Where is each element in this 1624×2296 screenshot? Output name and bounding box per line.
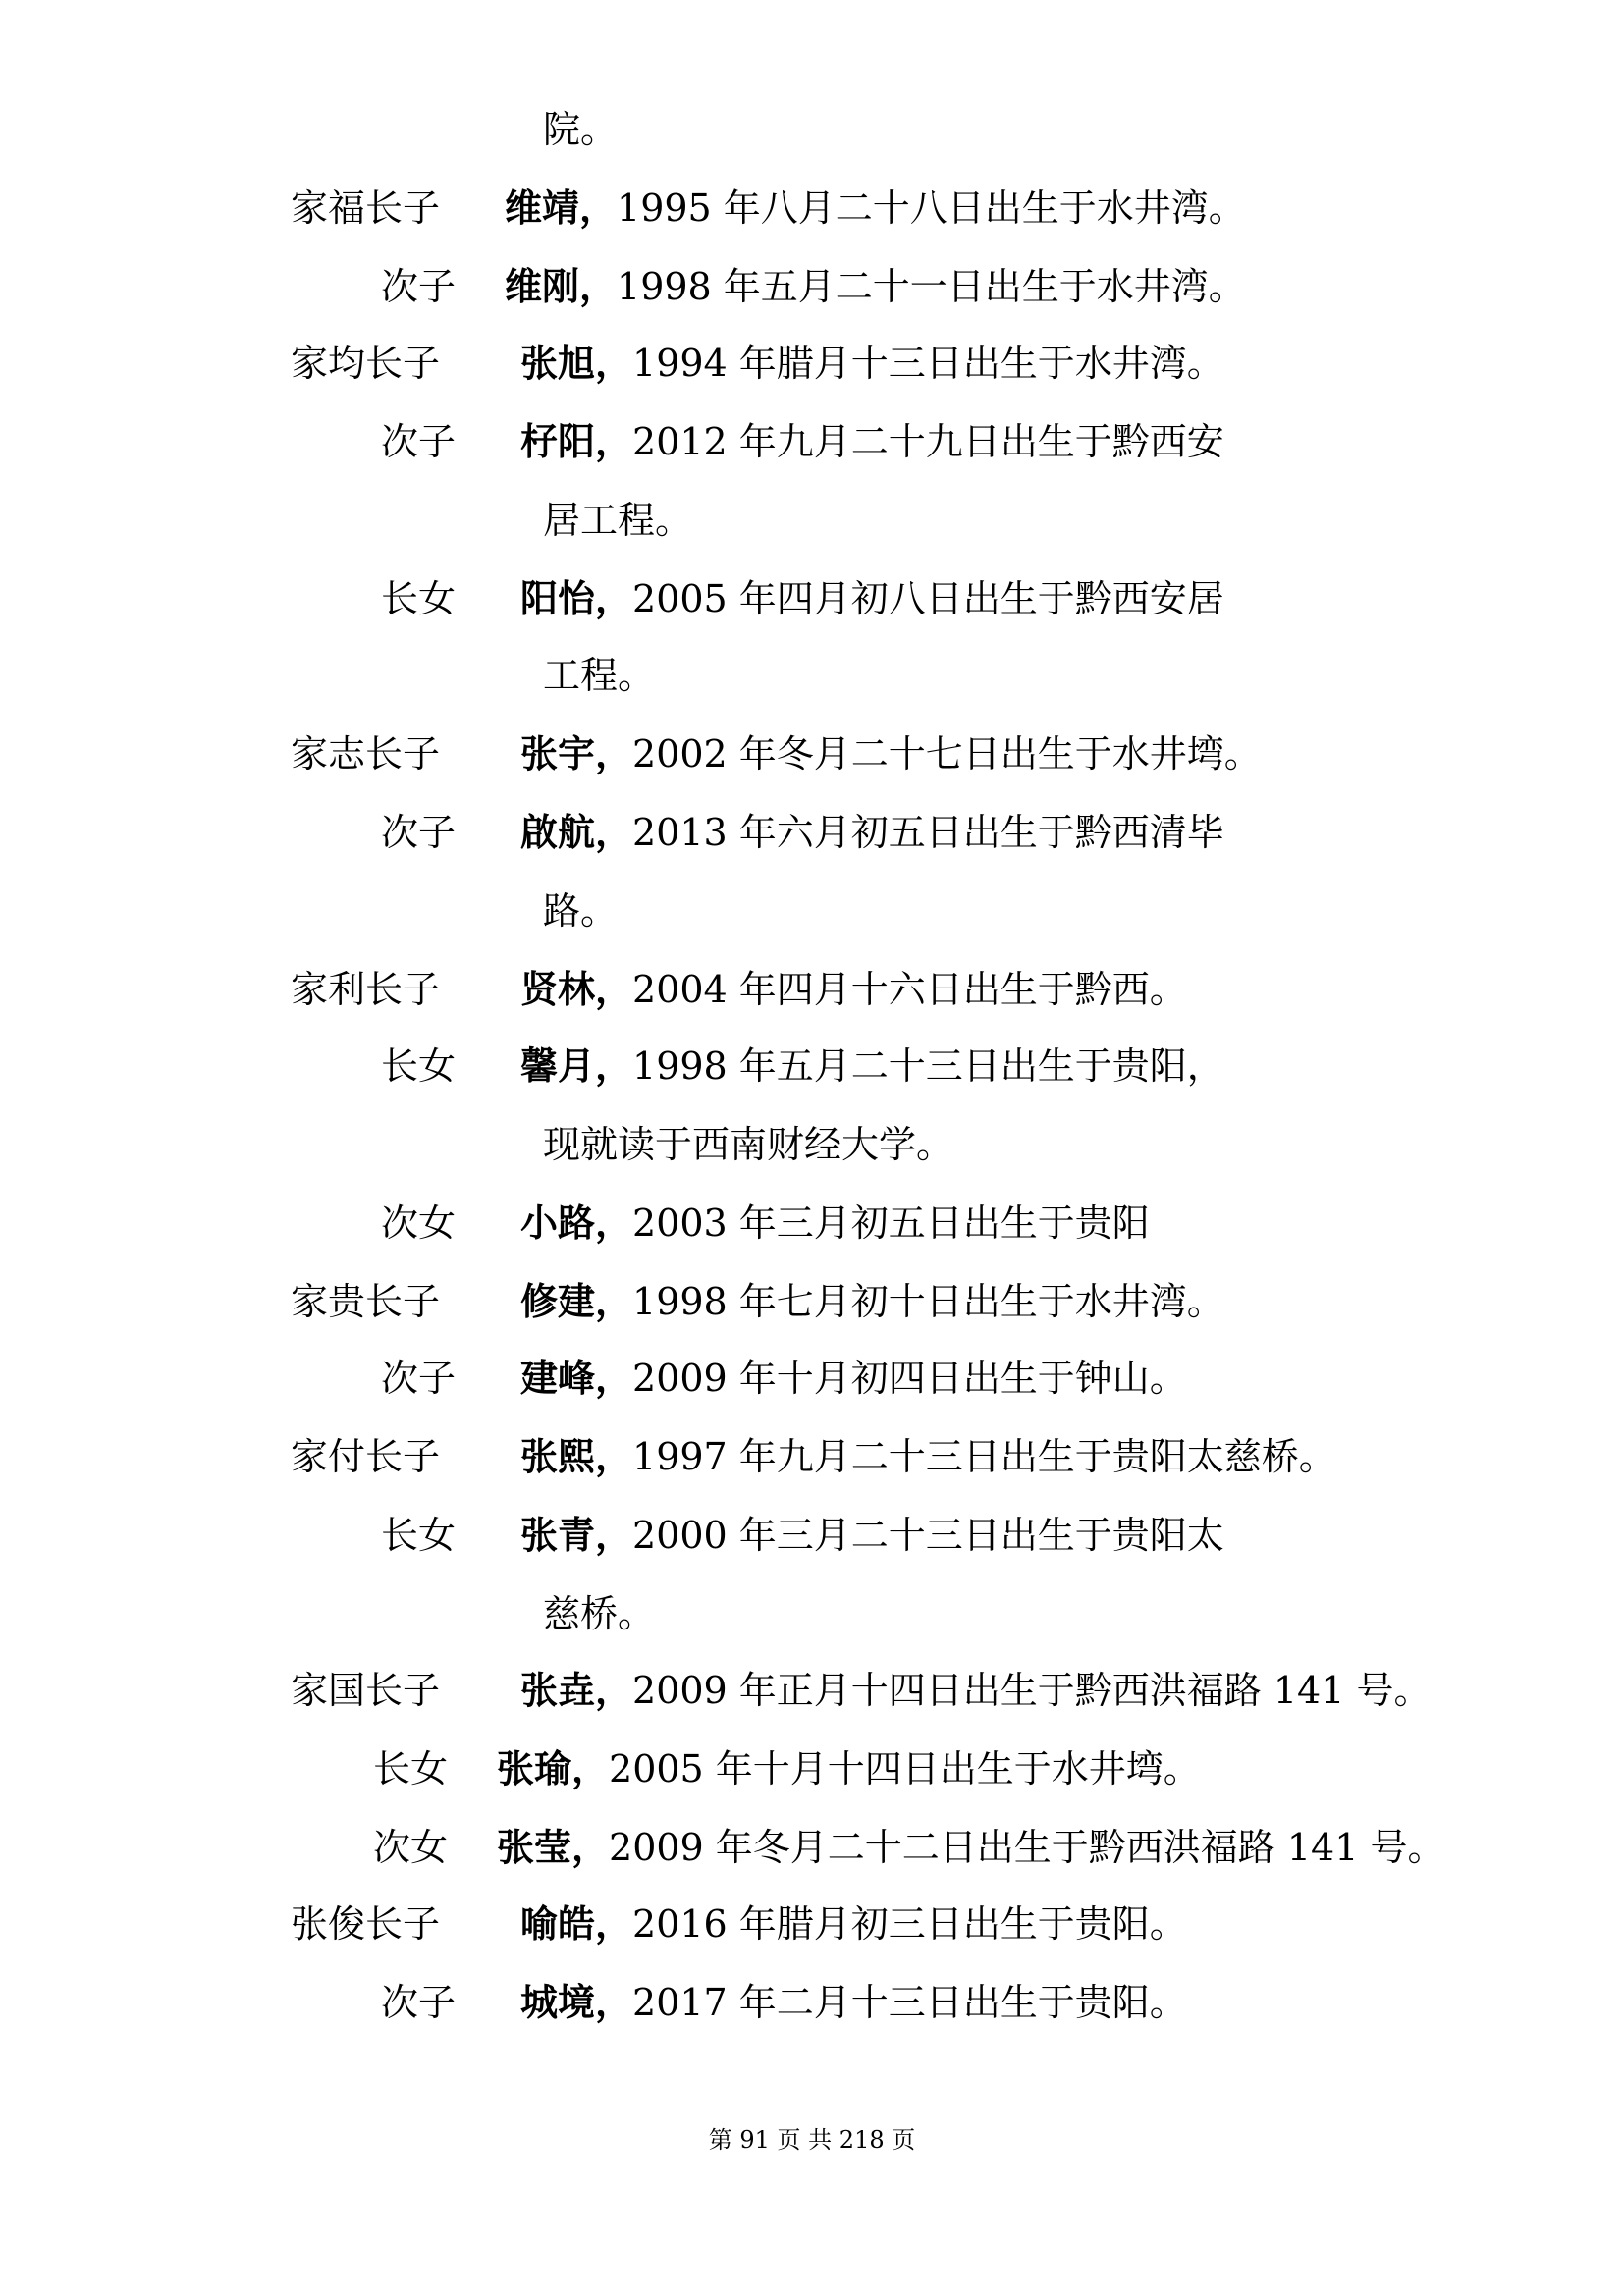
person-name: 啟航，: [520, 810, 633, 854]
entry-text: [520, 724, 1262, 783]
person-name: 修建，: [520, 1279, 633, 1323]
birth-record: 1998 年七月初十日出生于水井湾。: [632, 1280, 1224, 1323]
birth-record: 1998 年五月二十三日出生于贵阳，: [632, 1044, 1224, 1088]
entry-text: [520, 1272, 1224, 1331]
person-name: 张瑜，: [497, 1746, 610, 1790]
relation-label: 次女: [381, 1201, 457, 1245]
relation-label: 长女: [381, 1044, 457, 1088]
relation-label: 家均长子: [291, 342, 441, 385]
entry-text: [505, 179, 1246, 238]
person-name: 建峰，: [520, 1356, 633, 1400]
entry-continuation: 院。: [543, 108, 619, 151]
entry-text: [520, 1506, 1224, 1565]
entry-text: [520, 1037, 1224, 1095]
birth-record: 1995 年八月二十八日出生于水井湾。: [617, 187, 1246, 230]
relation-label: 家付长子: [291, 1435, 441, 1478]
relation-label: 长女: [381, 577, 457, 620]
birth-record: 2004 年四月十六日出生于黔西。: [632, 968, 1187, 1011]
entry-text: [520, 1661, 1432, 1720]
person-name: 贤林，: [520, 967, 633, 1011]
birth-record: 2009 年正月十四日出生于黔西洪福路 141 号。: [632, 1669, 1432, 1712]
person-name: 维靖，: [505, 186, 618, 230]
birth-record: 2017 年二月十三日出生于贵阳。: [632, 1981, 1187, 2024]
birth-record: 1997 年九月二十三日出生于贵阳太慈桥。: [632, 1435, 1336, 1478]
entry-continuation: 工程。: [543, 654, 656, 697]
birth-record: 1998 年五月二十一日出生于水井湾。: [617, 265, 1246, 308]
entry-text: [520, 334, 1224, 393]
entry-text: [520, 803, 1224, 862]
birth-record: 2003 年三月初五日出生于贵阳: [632, 1201, 1150, 1245]
person-name: 喻皓，: [520, 1901, 633, 1946]
entry-text: [520, 1973, 1187, 2032]
entry-text: [520, 1194, 1150, 1253]
entry-continuation: 慈桥。: [543, 1592, 656, 1635]
birth-record: 2002 年冬月二十七日出生于水井塆。: [632, 732, 1262, 775]
relation-label: 次子: [381, 811, 457, 854]
person-name: 小路，: [520, 1201, 633, 1245]
relation-label: 次子: [381, 265, 457, 308]
person-name: 馨月，: [520, 1043, 633, 1088]
birth-record: 1994 年腊月十三日出生于水井湾。: [632, 342, 1224, 385]
entry-text: [497, 1818, 1445, 1877]
entry-continuation: 现就读于西南财经大学。: [543, 1123, 954, 1166]
relation-label: 家志长子: [291, 732, 441, 775]
birth-record: 2005 年四月初八日出生于黔西安居: [632, 577, 1224, 620]
person-name: 张莹，: [497, 1825, 610, 1869]
relation-label: 家福长子: [291, 187, 441, 230]
relation-label: 次子: [381, 1981, 457, 2024]
person-name: 张垚，: [520, 1668, 633, 1712]
entry-continuation: 居工程。: [543, 499, 693, 542]
birth-record: 2016 年腊月初三日出生于贵阳。: [632, 1902, 1187, 1946]
entry-text: [520, 1349, 1187, 1408]
entry-text: [497, 1739, 1201, 1798]
person-name: 杍阳，: [520, 419, 633, 463]
birth-record: 2005 年十月十四日出生于水井塆。: [609, 1747, 1201, 1790]
person-name: 张旭，: [520, 341, 633, 385]
birth-record: 2012 年九月二十九日出生于黔西安: [632, 420, 1224, 463]
entry-text: [505, 257, 1246, 316]
entry-text: [520, 1427, 1336, 1486]
person-name: 张宇，: [520, 731, 633, 775]
person-name: 城境，: [520, 1980, 633, 2024]
relation-label: 家利长子: [291, 968, 441, 1011]
person-name: 张熙，: [520, 1434, 633, 1478]
entry-text: [520, 1895, 1187, 1953]
entry-text: [520, 569, 1224, 628]
relation-label: 张俊长子: [291, 1902, 441, 1946]
birth-record: 2000 年三月二十三日出生于贵阳太: [632, 1514, 1224, 1557]
person-name: 张青，: [520, 1513, 633, 1557]
person-name: 阳怡，: [520, 576, 633, 620]
person-name: 维刚，: [505, 264, 618, 308]
birth-record: 2013 年六月初五日出生于黔西清毕: [632, 811, 1224, 854]
relation-label: 次子: [381, 420, 457, 463]
entry-continuation: 路。: [543, 889, 619, 933]
relation-label: 长女: [373, 1747, 449, 1790]
birth-record: 2009 年冬月二十二日出生于黔西洪福路 141 号。: [609, 1826, 1445, 1869]
page-number-footer: 第 91 页 共 218 页: [708, 2126, 916, 2154]
relation-label: 家国长子: [291, 1669, 441, 1712]
relation-label: 次子: [381, 1357, 457, 1400]
relation-label: 次女: [373, 1826, 449, 1869]
entry-text: [520, 412, 1224, 471]
relation-label: 家贵长子: [291, 1280, 441, 1323]
entry-text: [520, 960, 1187, 1019]
relation-label: 长女: [381, 1514, 457, 1557]
birth-record: 2009 年十月初四日出生于钟山。: [632, 1357, 1187, 1400]
